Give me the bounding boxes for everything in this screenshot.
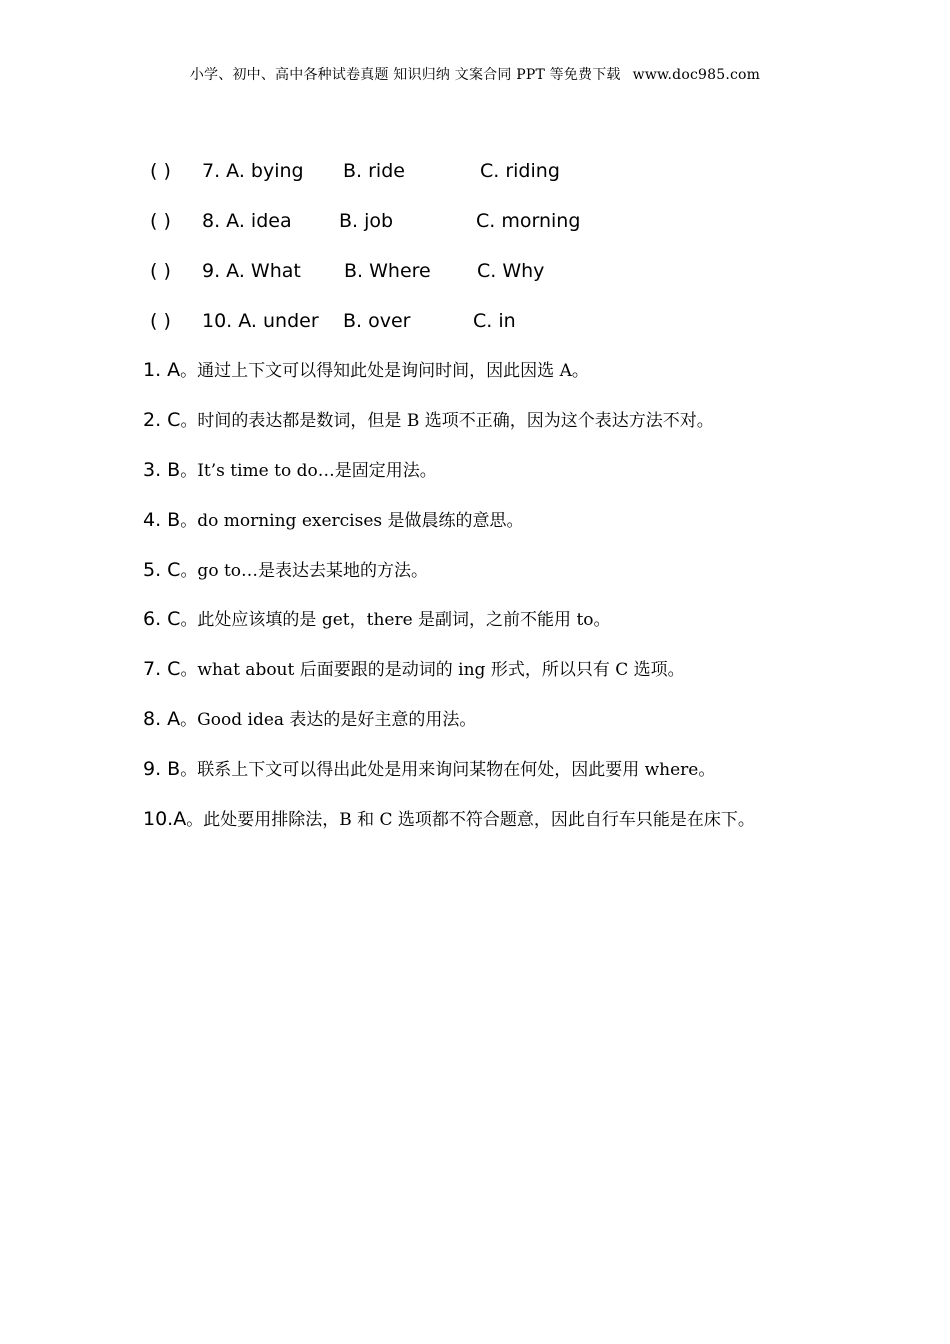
answer-body: 。go to…是表达去某地的方法。 bbox=[180, 561, 429, 581]
answer-body: 。此处要用排除法，B 和 C 选项都不符合题意，因此自行车只能是在床下。 bbox=[186, 810, 755, 830]
answer-lead: 3. B bbox=[143, 459, 181, 481]
answer-body: 。Good idea 表达的是好主意的用法。 bbox=[180, 710, 477, 730]
option-c: C. Why bbox=[477, 260, 545, 282]
option-b: B. Where bbox=[344, 260, 431, 282]
answer-lead: 2. C bbox=[143, 409, 181, 431]
answer-lead: 10.A bbox=[143, 808, 187, 830]
answer-lead: 6. C bbox=[143, 608, 181, 630]
option-a: 9. A. What bbox=[202, 260, 301, 282]
answer-explanation bbox=[143, 556, 428, 585]
answer-body: 。联系上下文可以得出此处是用来询问某物在何处，因此要用 where。 bbox=[180, 760, 716, 780]
answer-explanation bbox=[143, 456, 437, 485]
answer-body: 。It’s time to do…是固定用法。 bbox=[180, 461, 437, 481]
answer-explanation bbox=[143, 655, 685, 684]
answer-body: 。时间的表达都是数词，但是 B 选项不正确，因为这个表达方法不对。 bbox=[180, 411, 714, 431]
answer-explanation bbox=[143, 705, 476, 734]
answer-blank: ( ) bbox=[150, 210, 171, 232]
option-c: C. riding bbox=[480, 160, 560, 182]
answer-lead: 5. C bbox=[143, 559, 181, 581]
header-text: 小学、初中、高中各种试卷真题 知识归纳 文案合同 PPT 等免费下载 bbox=[189, 67, 621, 83]
answer-blank: ( ) bbox=[150, 160, 171, 182]
option-b: B. over bbox=[343, 310, 411, 332]
answer-lead: 1. A bbox=[143, 359, 181, 381]
answer-body: 。此处应该填的是 get，there 是副词，之前不能用 to。 bbox=[180, 610, 611, 630]
answer-blank: ( ) bbox=[150, 310, 171, 332]
answer-explanation bbox=[143, 506, 524, 535]
answer-explanation bbox=[143, 605, 611, 634]
option-a: 7. A. bying bbox=[202, 160, 304, 182]
answer-body: 。通过上下文可以得知此处是询问时间，因此因选 A。 bbox=[180, 361, 589, 381]
option-a: 8. A. idea bbox=[202, 210, 292, 232]
option-b: B. job bbox=[339, 210, 394, 232]
answer-lead: 8. A bbox=[143, 708, 181, 730]
answer-explanation bbox=[143, 356, 589, 385]
option-c: C. in bbox=[473, 310, 516, 332]
answer-lead: 7. C bbox=[143, 658, 181, 680]
option-a: 10. A. under bbox=[202, 310, 319, 332]
answer-body: 。do morning exercises 是做晨练的意思。 bbox=[180, 511, 524, 531]
answer-lead: 9. B bbox=[143, 758, 181, 780]
option-b: B. ride bbox=[343, 160, 405, 182]
answer-explanation bbox=[143, 805, 755, 834]
header-site: www.doc985.com bbox=[632, 67, 761, 83]
answer-blank: ( ) bbox=[150, 260, 171, 282]
answer-explanation bbox=[143, 755, 715, 784]
option-c: C. morning bbox=[476, 210, 581, 232]
answer-explanation bbox=[143, 406, 714, 435]
answer-lead: 4. B bbox=[143, 509, 181, 531]
page-header bbox=[0, 64, 950, 84]
answer-body: 。what about 后面要跟的是动词的 ing 形式，所以只有 C 选项。 bbox=[180, 660, 685, 680]
